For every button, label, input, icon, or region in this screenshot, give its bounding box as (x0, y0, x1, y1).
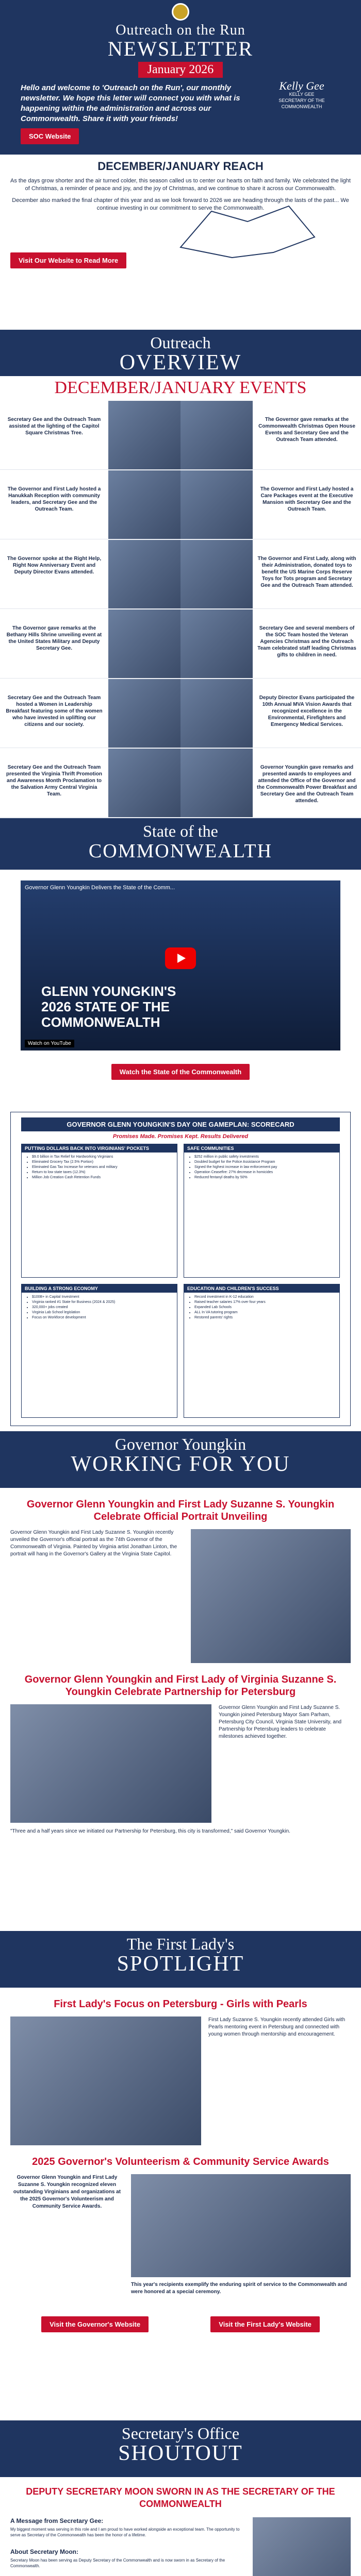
spotlight-section (0, 1988, 361, 2420)
gameplan-item: • Return to low state taxes (12.3%) (32, 1170, 175, 1175)
event-item (180, 609, 361, 679)
sotc-video[interactable] (21, 880, 340, 1050)
pearls-photo (10, 2016, 201, 2145)
event-text: The Governor spoke at the Right Help, Right Now Anniversary Event and Deputy Director Evans attended. (7, 556, 102, 575)
gameplan-item: • ALL In VA tutoring program (194, 1310, 337, 1315)
event-item (0, 470, 180, 539)
working-band (0, 1431, 361, 1488)
gameplan-item: • Focus on Workforce development (32, 1315, 175, 1320)
shoutout-section (0, 2477, 361, 2576)
event-text: Secretary Gee and the Outreach Team hosted a Women in Leadership Breakfast featuring some of the women who have invested in uplifting our citizens and our society. (6, 695, 103, 727)
gameplan-item: • Eliminated Grocery Tax (2.5% Portion) (32, 1160, 175, 1165)
event-text: Governor Youngkin gave remarks and presented awards to employees and attended the Office of the Governor and the Commonwealth Power Breakfast and Secretary Gee and the Outreach Team attended. (257, 765, 357, 804)
reach-p1: As the days grow shorter and the air turned colder, this season called us to center our hearts on faith and family. We celebrated the light of Christmas, a reminder of peace and joy, and the joy of Christmas, and we continue to share it across our Commonwealth. (10, 178, 351, 192)
sotc-section (0, 870, 361, 1112)
event-text: Secretary Gee and the Outreach Team assisted at the lighting of the Capitol Square Christmas Tree. (7, 417, 101, 436)
event-photo (180, 401, 253, 469)
sotc-band (0, 818, 361, 870)
event-text: The Governor and First Lady hosted a Hanukkah Reception with community leaders, and Secretary Gee and the Outreach Team. (7, 486, 101, 512)
watch-sotc-button[interactable]: Watch the State of the Commonwealth (111, 1064, 250, 1080)
event-text: Deputy Director Evans participated the 10th Annual MVA Vision Awards that recognized excellence in the Environmental, Firefighters and Emergency Medical Services. (259, 695, 355, 727)
event-photo (108, 540, 180, 608)
about-body: Secretary Moon has been serving as Deputy Secretary of the Commonwealth and is now sworn in as Secretary of the Commonwealth. (10, 2558, 225, 2568)
overview-band (0, 330, 361, 376)
welcome-block (21, 79, 340, 124)
overview-label: Outreach (150, 333, 211, 352)
gameplan-item: • Signed the highest increase in law enforcement pay (194, 1165, 337, 1170)
gameplan-item: • Doubled budget for the Police Assistance Program (194, 1160, 337, 1165)
welcome-quote: Hello and welcome to 'Outreach on the Run', our monthly newsletter. We hope this letter will connect you with what is happening within the administration and across our Commonwealth. Share it with your friends! (21, 83, 240, 123)
working-label: Governor Youngkin (114, 1435, 247, 1453)
gameplan-box (21, 1144, 177, 1278)
shoutout-title: SHOUTOUT (118, 2442, 243, 2465)
reach-section (0, 155, 361, 330)
gameplan-item: • $9.0 billion in Tax Relief for Hardworking Virginians (32, 1155, 175, 1160)
gameplan-scorecard (10, 1112, 351, 1426)
event-photo (180, 540, 253, 608)
event-item (0, 749, 180, 818)
overview-subtitle: DECEMBER/JANUARY EVENTS (54, 378, 307, 397)
moon-headline: DEPUTY SECRETARY MOON SWORN IN AS THE SECRETARY OF THE COMMONWEALTH (26, 2486, 335, 2509)
about-title: About Secretary Moon: (10, 2548, 79, 2555)
event-photo (108, 679, 180, 748)
gameplan-columns (21, 1144, 340, 1418)
gameplan-item: • Expanded Lab Schools (194, 1305, 337, 1310)
event-item (180, 749, 361, 818)
pearls-body: First Lady Suzanne S. Youngkin recently attended Girls with Pearls mentoring event in Petersburg and connected with young women through mentorship and encouragement. (208, 2017, 346, 2037)
signer-title: SECRETARY OF THE COMMONWEALTH (278, 98, 325, 109)
event-text: Secretary Gee and several members of the SOC Team hosted the Veteran Agencies Christmas and the Outreach Team celebrated staff leading Christmas gifts to children in need. (257, 625, 356, 658)
working-title: WORKING FOR YOU (71, 1452, 290, 1476)
reach-p2: December also marked the final chapter of this year and as we look forward to 2026 we are heading through the lasts of the past... We continue investing in our commitment to serve the Commonwealth. (12, 197, 349, 211)
message-title: A Message from Secretary Gee: (10, 2517, 104, 2524)
event-grid (0, 401, 361, 818)
event-item (0, 609, 180, 679)
read-more-button[interactable]: Visit Our Website to Read More (10, 252, 126, 268)
event-photo (108, 470, 180, 539)
gameplan-item: • Record investment in K-12 education (194, 1295, 337, 1300)
gameplan-item: • Reduced fentanyl deaths by 50% (194, 1175, 337, 1180)
newsletter-title-line1: Outreach on the Run (116, 22, 245, 38)
gameplan-box (184, 1144, 340, 1278)
gameplan-item: • $100B+ in Capital Investment (32, 1295, 175, 1300)
newsletter-header (0, 0, 361, 155)
event-item (0, 401, 180, 470)
soc-website-button[interactable]: SOC Website (21, 128, 79, 144)
event-photo (180, 749, 253, 817)
event-text: The Governor gave remarks at the Bethany Hills Shrine unveiling event at the United States Military and Deputy Secretary Gee. (6, 625, 102, 651)
event-photo (108, 609, 180, 678)
portrait-body: Governor Glenn Youngkin and First Lady Suzanne S. Youngkin recently unveiled the Governor's official portrait as the 74th Governor of the Commonwealth of Virginia. Painted by Virginia artist Jonathan Linton, the portrait will hang in the Governor's Gallery at the Virginia State Capitol. (10, 1530, 177, 1557)
shoutout-band (0, 2420, 361, 2477)
gameplan-title: GOVERNOR GLENN YOUNGKIN'S DAY ONE GAMEPLAN: SCORECARD (21, 1117, 340, 1131)
gameplan-box-title: SAFE COMMUNITIES (184, 1144, 339, 1153)
gameplan-box (21, 1284, 177, 1418)
event-item (180, 470, 361, 539)
portrait-photo (191, 1529, 351, 1663)
volunteer-body: Governor Glenn Youngkin and First Lady Suzanne S. Youngkin recognized eleven outstanding Virginians and organizations at the 2025 Governor's Volunteerism and Community Service Awards. (13, 2175, 121, 2209)
reach-title: DECEMBER/JANUARY REACH (97, 160, 264, 173)
gameplan-box-title: BUILDING A STRONG ECONOMY (22, 1284, 177, 1293)
petersburg-quote: "Three and a half years since we initiated our Partnership for Petersburg, this city is transformed," said Governor Youngkin. (10, 1828, 290, 1834)
event-photo (108, 401, 180, 469)
spotlight-label: The First Lady's (126, 1935, 235, 1953)
gameplan-box-title: EDUCATION AND CHILDREN'S SUCCESS (184, 1284, 339, 1293)
signature: Kelly Gee (279, 79, 324, 92)
pearls-headline: First Lady's Focus on Petersburg - Girls with Pearls (54, 1998, 307, 2010)
event-photo (108, 749, 180, 817)
spotlight-band (0, 1931, 361, 1988)
overview-title: OVERVIEW (119, 351, 242, 375)
gameplan-item: • Virginia ranked #1 State for Business (2024 & 2025) (32, 1300, 175, 1305)
governor-website-button[interactable]: Visit the Governor's Website (41, 2316, 149, 2332)
video-overlay-3: COMMONWEALTH (41, 1014, 160, 1030)
play-icon[interactable] (165, 947, 196, 969)
volunteer-headline: 2025 Governor's Volunteerism & Community Service Awards (32, 2156, 329, 2167)
spotlight-title: SPOTLIGHT (117, 1952, 244, 1976)
message-body: My biggest moment was serving in this role and I am proud to have worked alongside an exceptional team. The opportunity to serve as Secretary of the Commonwealth has been the honor of a lifetime. (10, 2527, 240, 2537)
gameplan-item: • Million Job Creation Cash Retention Funds (32, 1175, 175, 1180)
event-item (0, 679, 180, 748)
gameplan-item: • Eliminated Gas Tax Increase for veterans and military (32, 1165, 175, 1170)
gameplan-subtitle: Promises Made. Promises Kept. Results Delivered (112, 1133, 249, 1140)
video-overlay-2: 2026 STATE OF THE (41, 999, 170, 1014)
shoutout-label: Secretary's Office (121, 2424, 240, 2443)
petersburg-photo (10, 1704, 211, 1823)
sotc-title-line2: COMMONWEALTH (88, 840, 273, 862)
event-item (180, 401, 361, 470)
first-lady-website-button[interactable]: Visit the First Lady's Website (210, 2316, 320, 2332)
event-text: The Governor gave remarks at the Commonwealth Christmas Open House Events and Secretary Gee and the Outreach Team attended. (258, 417, 355, 443)
newsletter-date: January 2026 (138, 62, 223, 78)
event-item (180, 679, 361, 748)
event-photo (180, 679, 253, 748)
gameplan-item: • Restored parents' rights (194, 1315, 337, 1320)
gameplan-item: • $252 million in public safety investments (194, 1155, 337, 1160)
event-item (180, 540, 361, 609)
portrait-headline: Governor Glenn Youngkin and First Lady Suzanne S. Youngkin Celebrate Official Portrait Unveiling (26, 1499, 335, 1522)
gameplan-item: • Virginia Lab School legislation (32, 1310, 175, 1315)
gameplan-box (184, 1284, 340, 1418)
video-title: Governor Glenn Youngkin Delivers the State of the Comm... (25, 885, 175, 891)
virginia-map-icon (170, 191, 325, 268)
video-overlay-1: GLENN YOUNGKIN'S (41, 984, 176, 999)
event-photo (180, 470, 253, 539)
gameplan-box-title: PUTTING DOLLARS BACK INTO VIRGINIANS' POCKETS (22, 1144, 177, 1153)
watch-on-youtube[interactable]: Watch on YouTube (25, 1040, 74, 1047)
petersburg-body: Governor Glenn Youngkin and First Lady Suzanne S. Youngkin joined Petersburg Mayor Sam Parham, Petersburg City Council, Virginia State University, and Partnership for Petersburg leaders to celebrate milestones achieved together. (219, 1705, 342, 1739)
gameplan-item: • 320,000+ jobs created (32, 1305, 175, 1310)
event-text: Secretary Gee and the Outreach Team presented the Virginia Thrift Promotion and Awareness Month Proclamation to the Salvation Army Central Virginia Team. (6, 765, 102, 797)
moon-photo (253, 2517, 351, 2576)
gameplan-item: • Raised teacher salaries 17% over four years (194, 1300, 337, 1305)
gameplan-item: • Operation Ceasefire: 27% decrease in homicides (194, 1170, 337, 1175)
event-text: The Governor and First Lady, along with their Administration, donated toys to benefit the US Marine Corps Reserve Toys for Tots program and Secretary Gee and the Outreach Team attended. (257, 556, 356, 588)
signer-name: KELLY GEE (289, 92, 315, 97)
event-text: The Governor and First Lady hosted a Care Packages event at the Executive Mansion with Secretary Gee and the Outreach Team. (260, 486, 354, 512)
volunteer-body2: This year's recipients exemplify the enduring spirit of service to the Commonwealth and were honored at a special ceremony. (131, 2282, 347, 2295)
virginia-seal-icon (172, 3, 189, 21)
event-photo (180, 609, 253, 678)
sotc-title-line1: State of the (143, 822, 218, 840)
working-section (0, 1488, 361, 1931)
volunteer-photo (131, 2174, 351, 2277)
event-item (0, 540, 180, 609)
petersburg-headline: Governor Glenn Youngkin and First Lady of Virginia Suzanne S. Youngkin Celebrate Partnership for Petersburg (24, 1674, 337, 1698)
newsletter-title-line2: NEWSLETTER (107, 37, 254, 60)
signature-block (263, 79, 340, 110)
